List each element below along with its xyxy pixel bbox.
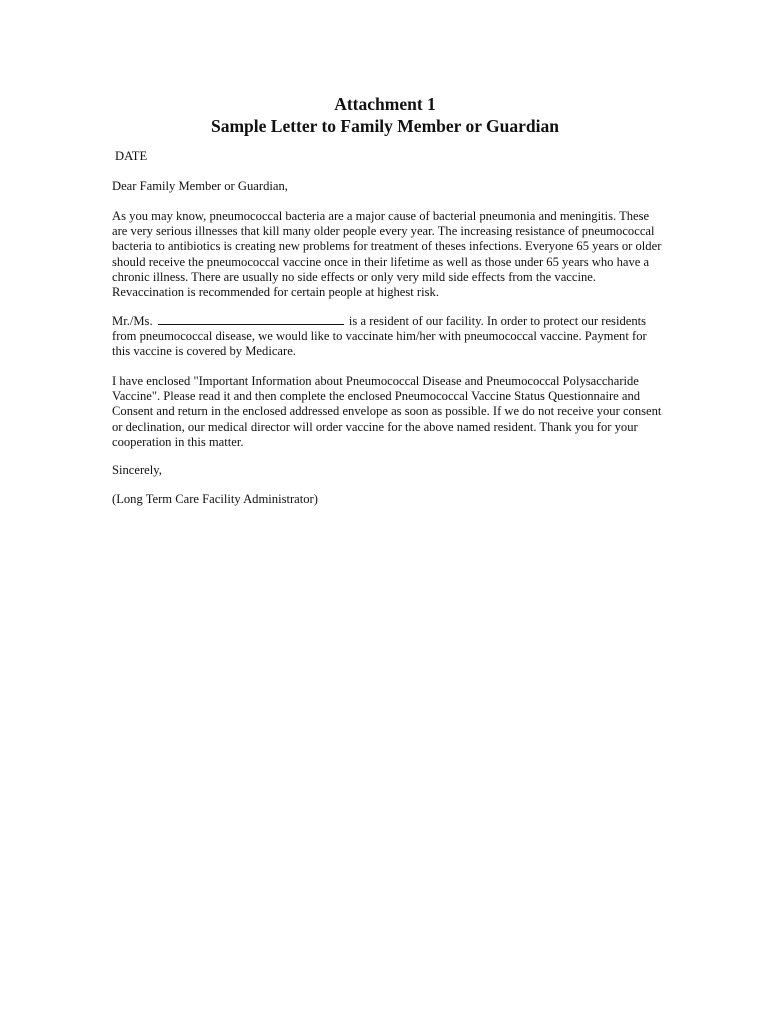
letter-closing: Sincerely,: [112, 463, 162, 477]
resident-sentence: is a resident of our facility. In order to protect our residents from pneumococcal disease, we would like to vaccinate him/her with pneumococcal vaccine. Payment for this vaccine is covered by Medicare.: [112, 314, 647, 359]
title-subject: Sample Letter to Family Member or Guardian: [210, 116, 559, 136]
letter-signature: (Long Term Care Facility Administrator): [112, 492, 318, 506]
letter-paragraph-1: As you may know, pneumococcal bacteria are a major cause of bacterial pneumonia and meningitis. These are very serious illnesses that kill many older people every year. The increasing resistance of pneumococcal bacteria to antibiotics is creating new problems for treatment of theses infections. Everyone 65 years or older should receive the pneumococcal vaccine once in their lifetime as well as those under 65 years who have a chronic illness. There are usually no side effects or only very mild side effects from the vaccine. Revaccination is recommended for certain people at highest risk.: [112, 209, 662, 300]
document-title: [0, 93, 770, 137]
letter-paragraph-3: I have enclosed "Important Information about Pneumococcal Disease and Pneumococcal Polysaccharide Vaccine". Please read it and then complete the enclosed Pneumococcal Vaccine Status Questionnaire and Consent and return in the enclosed addressed envelope as soon as possible. If we do not receive your consent or declination, our medical director will order vaccine for the above named resident. Thank you for your cooperation in this matter.: [112, 374, 662, 449]
letter-paragraph-2: [112, 314, 662, 360]
title-attachment: Attachment 1: [334, 94, 436, 114]
letter-date: DATE: [115, 149, 148, 163]
letter-salutation: Dear Family Member or Guardian,: [112, 179, 288, 193]
resident-name-blank: [158, 314, 344, 325]
resident-prefix: Mr./Ms.: [112, 314, 153, 328]
